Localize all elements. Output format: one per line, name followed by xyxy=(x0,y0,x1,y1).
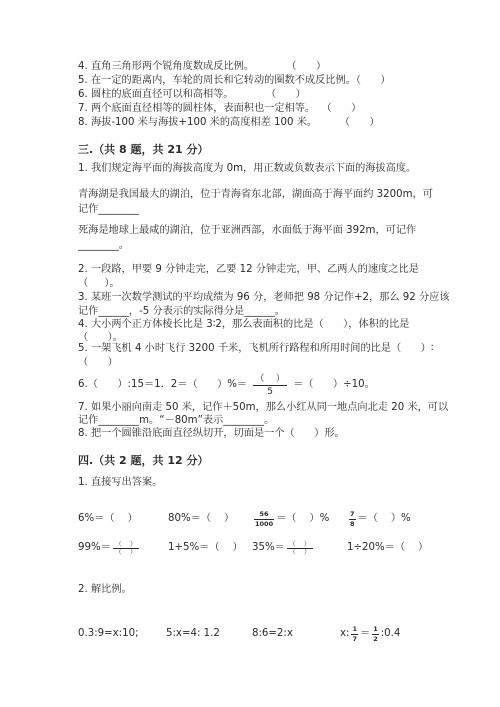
calc-r2c1-head: 99%＝ xyxy=(78,542,111,553)
proportion-4-head: x: xyxy=(340,628,350,639)
s3-q6-right: ＝（ ）÷10。 xyxy=(293,379,375,390)
calc-r2c3-fraction xyxy=(287,541,313,556)
s3-q8: 8. 把一个圆锥沿底面直径纵切开，切面是一个（ ）形。 xyxy=(78,428,345,439)
frac-denominator: （ ） xyxy=(289,547,311,556)
judge-item-7: 7. 两个底面直径相等的圆柱体，表面积也一定相等。 （ ） xyxy=(78,103,362,114)
judge-item-6: 6. 圆柱的底面直径可以和高相等。 （ ） xyxy=(78,89,306,100)
proportion-1: 0.3:9=x:10; xyxy=(78,628,139,639)
s3-q5b: （ ） xyxy=(78,357,118,368)
calc-r2c4: 1÷20%＝（ ） xyxy=(347,542,429,553)
proportion-4-frac1 xyxy=(351,626,358,642)
calc-r1c4-fraction xyxy=(349,511,356,527)
proportion-2: 5:x=4: 1.2 xyxy=(166,628,220,639)
s3-q7b: 记作________m。“－80m”表示________。 xyxy=(78,415,275,426)
s4-q2: 2. 解比例。 xyxy=(78,584,132,595)
calc-r2c3 xyxy=(252,538,315,558)
calc-r1c3-tail: ＝（ ）% xyxy=(276,513,330,524)
calc-r2c1 xyxy=(78,538,141,558)
frac-denominator: 2 xyxy=(373,634,378,643)
frac-numerator: 1 xyxy=(373,625,378,633)
s3-q1-p2a: 死海是地球上最咸的湖泊，位于亚洲西部，水面低于海平面 392m，可记作 xyxy=(78,225,417,236)
s3-q2b: （ ）。 xyxy=(78,278,120,289)
s3-q1-p2b: ________。 xyxy=(78,240,129,251)
calc-r2c3-head: 35%＝ xyxy=(252,542,285,553)
s3-q1-p1b: 记作________ xyxy=(78,204,140,215)
proportion-4-equals: ＝ xyxy=(360,628,371,639)
calc-r1c4-tail: ＝（ ）% xyxy=(357,513,411,524)
s3-q6 xyxy=(78,374,375,396)
proportion-4-tail: :0.4 xyxy=(380,628,401,639)
frac-denominator: 1000 xyxy=(255,519,274,528)
judge-item-5: 5. 在一定的距离内，车轮的周长和它转动的圈数不成反比例。（ ） xyxy=(78,75,391,86)
frac-numerator: 1 xyxy=(352,625,357,633)
frac-numerator: （ ） xyxy=(115,539,137,548)
s3-q2a: 2. 一段路，甲要 9 分钟走完，乙要 12 分钟走完，甲、乙两人的速度之比是 xyxy=(78,264,419,275)
proportion-3: 8:6=2:x xyxy=(252,628,293,639)
calc-r1c4 xyxy=(347,508,411,530)
calc-r1c1: 6%＝（ ） xyxy=(78,513,138,524)
frac-denominator: 7 xyxy=(352,634,357,643)
s3-q4b: （ ）。 xyxy=(78,332,123,343)
section3-heading: 三.（共 8 题，共 21 分） xyxy=(78,143,209,156)
s3-q5a: 5. 一架飞机 4 小时飞行 3200 千米，飞机所行路程和所用时间的比是（ ）∶ xyxy=(78,343,434,354)
s3-q1-line: 1. 我们规定海平面的海拔高度为 0m，用正数或负数表示下面的海拔高度。 xyxy=(78,163,417,174)
judge-item-8: 8. 海拔-100 米与海拔+100 米的高度相差 100 米。 （ ） xyxy=(78,117,380,128)
proportion-4-frac2 xyxy=(372,626,379,642)
s3-q6-frac-top: （ ） xyxy=(255,373,285,384)
s3-q4: 4. 大小两个正方体棱长比是 3∶2，那么表面积的比是（ ），体积的比是 xyxy=(78,319,410,330)
frac-denominator: （ ） xyxy=(115,547,137,556)
calc-r1c2: 80%＝（ ） xyxy=(168,513,235,524)
s3-q6-fraction xyxy=(253,374,287,397)
s3-q3a: 3. 某班一次数学测试的平均成绩为 96 分，老师把 98 分记作+2，那么 92 分应该 xyxy=(78,292,450,303)
s3-q7a: 7. 如果小丽向南走 50 米，记作＋50m，那么小红从同一地点向北走 20 米，可以 xyxy=(78,402,449,413)
judge-item-4: 4. 直角三角形两个锐角度数成反比例。 （ ） xyxy=(78,61,327,72)
s3-q6-left: 6.（ ）:15＝1．2＝（ ）%＝ xyxy=(78,379,248,390)
frac-denominator: 8 xyxy=(350,519,355,528)
calc-r2c2: 1+5%＝（ ） xyxy=(168,542,243,553)
calc-r1c3 xyxy=(252,508,329,530)
s4-q1: 1. 直接写出答案。 xyxy=(78,477,163,488)
frac-numerator: 7 xyxy=(350,510,355,518)
section4-heading: 四.（共 2 题，共 12 分） xyxy=(78,454,209,467)
calc-r1c3-fraction xyxy=(254,511,274,527)
s3-q1-p1a: 青海湖是我国最大的湖泊，位于青海省东北部，湖面高于海平面约 3200m，可 xyxy=(78,189,433,200)
fraction-bar xyxy=(253,385,287,386)
frac-numerator: （ ） xyxy=(289,539,311,548)
s3-q3b: 记作______，-5 分表示的实际得分是______。 xyxy=(78,306,285,317)
calc-r2c1-fraction xyxy=(113,541,139,556)
proportion-4 xyxy=(340,622,400,646)
frac-numerator: 56 xyxy=(259,510,269,518)
s3-q6-frac-bottom: 5 xyxy=(267,386,273,397)
